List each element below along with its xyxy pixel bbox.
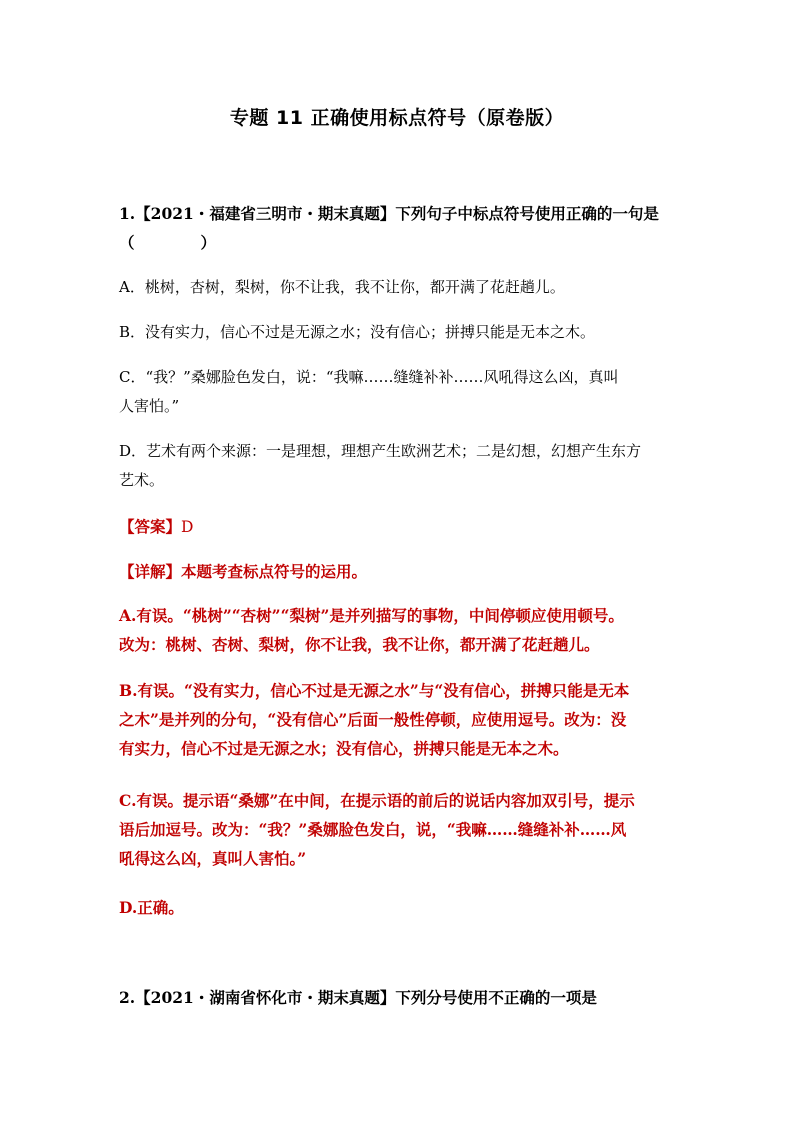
- explanation-b-line-1: B.有误。“没有实力，信心不过是无源之水”与“没有信心，拼搏只能是无本: [119, 681, 630, 700]
- question-2-stem: 2.【2021・湖南省怀化市・期末真题】下列分号使用不正确的一项是: [119, 988, 597, 1007]
- option-d-line-1: D．艺术有两个来源：一是理想，理想产生欧洲艺术；二是幻想，幻想产生东方: [119, 442, 642, 460]
- answer-label: 【答案】: [119, 517, 182, 536]
- option-c: [119, 363, 679, 421]
- detail-line: [119, 557, 679, 586]
- question-1-stem: [119, 199, 679, 257]
- explanation-a-line-2: 改为：桃树、杏树、梨树，你不让我，我不让你，都开满了花赶趟儿。: [119, 635, 600, 654]
- answer-value: D: [181, 518, 194, 536]
- explanation-b: [119, 676, 679, 763]
- explanation-c-line-3: 吼得这么凶，真叫人害怕。”: [119, 849, 307, 868]
- option-c-line-2: 人害怕。”: [119, 397, 180, 415]
- detail-intro: 本题考查标点符号的运用。: [181, 562, 368, 581]
- explanation-a: [119, 601, 679, 659]
- question-1-stem-line-1: 1.【2021・福建省三明市・期末真题】下列句子中标点符号使用正确的一句是: [119, 204, 659, 223]
- explanation-a-line-1: A.有误。“桃树”“杏树”“梨树”是并列描写的事物，中间停顿应使用顿号。: [119, 606, 624, 625]
- option-c-line-1: C．“我？”桑娜脸色发白，说：“我嘛……缝缝补补……风吼得这么凶，真叫: [119, 368, 619, 386]
- option-b: B．没有实力，信心不过是无源之水；没有信心；拼搏只能是无本之木。: [119, 323, 596, 341]
- detail-label: 【详解】: [119, 562, 182, 581]
- explanation-c-line-1: C.有误。提示语“桑娜”在中间，在提示语的前后的说话内容加双引号，提示: [119, 791, 635, 810]
- explanation-b-line-3: 有实力，信心不过是无源之水；没有信心，拼搏只能是无本之木。: [119, 739, 569, 758]
- question-1-answer-blank: [119, 228, 679, 257]
- option-a: A．桃树，杏树，梨树，你不让我，我不让你，都开满了花赶趟儿。: [119, 278, 565, 296]
- paren-close: ）: [200, 233, 217, 252]
- paren-open: （: [119, 233, 135, 252]
- explanation-c: [119, 786, 679, 873]
- option-d-line-2: 艺术。: [119, 471, 165, 489]
- explanation-d: D.正确。: [119, 898, 184, 917]
- option-d: [119, 437, 679, 495]
- explanation-b-line-2: 之木”是并列的分句，“没有信心”后面一般性停顿，应使用逗号。改为：没: [119, 710, 627, 729]
- page-title: 专题 11 正确使用标点符号（原卷版）: [229, 107, 565, 129]
- answer-line: [119, 512, 679, 542]
- explanation-c-line-2: 语后加逗号。改为：“我？”桑娜脸色发白，说，“我嘛……缝缝补补……风: [119, 820, 627, 839]
